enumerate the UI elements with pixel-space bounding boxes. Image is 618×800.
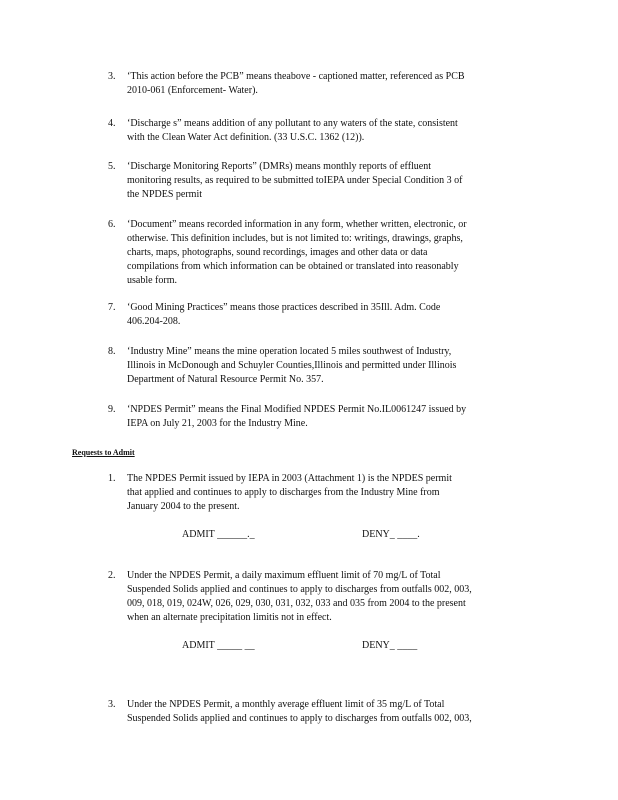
item-number: 3. — [108, 699, 116, 710]
deny-response-1: DENY_ ____. — [362, 529, 420, 540]
item-number: 5. — [108, 161, 116, 172]
admit-response-1: ADMIT ______._ — [182, 529, 255, 540]
item-number: 9. — [108, 404, 116, 415]
item-number: 8. — [108, 346, 116, 357]
item-text: ‘NPDES Permit” means the Final Modified NPDES Permit No.IL0061247 issued by IEPA on July 21, 2003 for the Industry Mine. — [127, 404, 467, 429]
item-text: ‘Industry Mine” means the mine operation located 5 miles southwest of Industry, Illinois in McDonough and Schuyler Counties,Illinois and permitted under Illinois Department of Natural Resource Permit No. 357. — [127, 346, 457, 385]
requests-heading: Requests to Admit — [72, 448, 135, 457]
deny-response-2: DENY_ ____ — [362, 640, 418, 651]
item-number: 4. — [108, 118, 116, 129]
item-number: 3. — [108, 71, 116, 82]
item-text: Under the NPDES Permit, a daily maximum effluent limit of 70 mg/L of Total Suspended Solids applied and continues to apply to discharges from outfalls 002, 003, 009, 018, 019, 024W, 026, 029, 030, 031, 032, 033 and 035 from 2004 to the present when an alternate precipitation limitis not in effect. — [127, 570, 472, 623]
item-text: ‘Discharge s” means addition of any pollutant to any waters of the state, consistent with the Clean Water Act definition. (33 U.S.C. 1362 (12)). — [127, 118, 458, 143]
item-number: 2. — [108, 570, 116, 581]
item-number: 1. — [108, 473, 116, 484]
item-text: ‘Good Mining Practices” means those practices described in 35Ill. Adm. Code 406.204-208. — [127, 302, 441, 327]
item-text: The NPDES Permit issued by IEPA in 2003 (Attachment 1) is the NPDES permit that applied and continues to apply to discharges from the Industry Mine from January 2004 to the present. — [127, 473, 452, 512]
item-number: 7. — [108, 302, 116, 313]
item-text: ‘This action before the PCB” means theabove - captioned matter, referenced as PCB 2010-061 (Enforcement- Water). — [127, 71, 465, 96]
item-text: ‘Discharge Monitoring Reports” (DMRs) means monthly reports of effluent monitoring results, as required to be submitted toIEPA under Special Condition 3 of the NPDES permit — [127, 161, 463, 200]
item-text: Under the NPDES Permit, a monthly average effluent limit of 35 mg/L of Total Suspended Solids applied and continues to apply to discharges from outfalls 002, 003, — [127, 699, 472, 724]
admit-response-2: ADMIT _____ __ — [182, 640, 255, 651]
item-number: 6. — [108, 219, 116, 230]
item-text: ‘Document” means recorded information in any form, whether written, electronic, or otherwise. This definition includes, but is not limited to: writings, drawings, graphs, charts, maps, photographs, sound recordings, images and other data or data compilations from which information can be obtained or translated into reasonably usable form. — [127, 219, 467, 286]
